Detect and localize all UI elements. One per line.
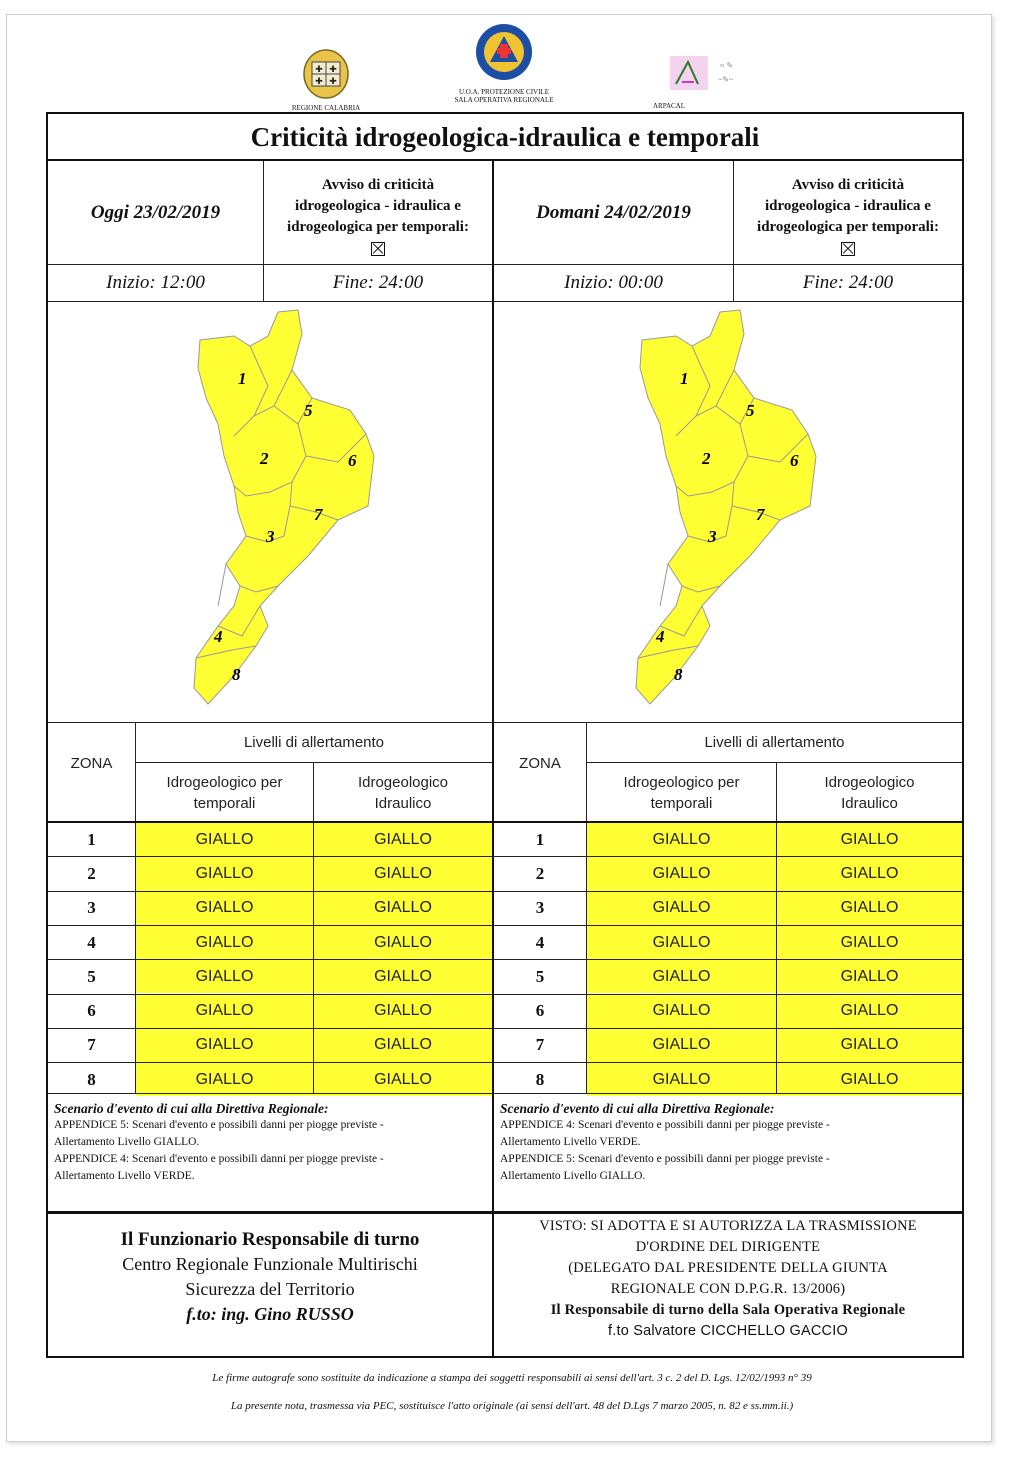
sig-right-line3: (DELEGATO DAL PRESIDENTE DELLA GIUNTA [568,1260,888,1276]
col-temporali-tomorrow-line2: temporali [650,794,713,812]
zona-today-2: 2 [87,863,96,883]
scenario-today-line-2: Allertamento Livello GIALLO. [54,1136,200,1148]
col-temporali-header-today [136,763,313,822]
zona-tomorrow-4: 4 [535,932,545,952]
fine-today: Fine: 24:00 [332,272,424,293]
level-temporali-today-7: GIALLO [136,1029,313,1062]
regione-calabria-caption: REGIONE CALABRIA [291,104,361,112]
fine-tomorrow: Fine: 24:00 [802,272,894,293]
zona-header-tomorrow: ZONA [519,755,561,772]
zona-tomorrow-2: 2 [535,863,545,883]
sig-left-line1: Il Funzionario Responsabile di turno [120,1229,420,1250]
protezione-civile-emblem-icon [470,22,538,84]
map-today-zone-1: 1 [238,369,247,388]
col-idraulico-header-tomorrow [777,763,962,822]
map-today-zone-4: 4 [214,627,223,646]
sig-right-line2: D'ORDINE DEL DIRIGENTE [635,1239,821,1255]
zona-today-3: 3 [87,898,96,918]
svg-text:✚: ✚ [329,64,337,74]
zone-map-today [188,306,398,716]
scenario-tomorrow [494,1094,962,1211]
scenario-today-line-4: Allertamento Livello VERDE. [54,1170,195,1182]
zona-today-6: 6 [87,1001,96,1021]
zona-today-1: 1 [87,829,96,849]
sig-left-line3: Sicurezza del Territorio [185,1279,355,1299]
zona-today-4: 4 [87,932,96,952]
map-today-zone-3: 3 [266,527,275,546]
map-tomorrow-zone-6: 6 [790,451,799,470]
level-idraulico-tomorrow-2: GIALLO [777,857,962,890]
avviso-today-line-2: idrogeologica - idraulica e [295,198,461,214]
map-tomorrow-zone-5: 5 [746,401,755,420]
level-temporali-tomorrow-2: GIALLO [587,857,776,890]
livelli-header-today: Livelli di allertamento [243,734,385,751]
map-tomorrow-zone-7: 7 [756,505,765,524]
criticita-bulletin [46,112,964,1358]
arpacal-logo [612,52,762,110]
signature-left [48,1227,492,1347]
zona-today-7: 7 [87,1035,96,1055]
scenario-tomorrow-line-2: Allertamento Livello VERDE. [500,1136,641,1148]
avviso-today-line-1: Avviso di criticità [321,177,435,193]
level-temporali-tomorrow-3: GIALLO [587,892,776,925]
avviso-tomorrow-line-3: idrogeologica per temporali: [757,219,939,235]
zona-today-8: 8 [87,1069,96,1089]
calabria-map-tomorrow [630,306,840,716]
inizio-today: Inizio: 12:00 [106,272,205,293]
svg-text:~✎~: ~✎~ [718,75,734,84]
level-idraulico-tomorrow-3: GIALLO [777,892,962,925]
scenario-today [48,1094,492,1211]
level-temporali-tomorrow-1: GIALLO [587,823,776,856]
col-temporali-header-tomorrow [587,763,776,822]
level-temporali-tomorrow-8: GIALLO [587,1063,776,1096]
zona-header-today: ZONA [70,755,113,772]
map-tomorrow-zone-4: 4 [656,627,665,646]
map-today-zone-8: 8 [232,665,241,684]
level-temporali-today-6: GIALLO [136,995,313,1028]
svg-text:≈ ✎: ≈ ✎ [720,61,734,70]
sig-right-line4: REGIONALE CON D.P.G.R. 13/2006) [610,1281,846,1297]
avviso-tomorrow-checkbox [841,242,855,256]
inizio-tomorrow: Inizio: 00:00 [564,272,663,293]
zona-tomorrow-6: 6 [535,1001,545,1021]
col-temporali-tomorrow-line1: Idrogeologico per [623,773,740,791]
level-idraulico-today-1: GIALLO [314,823,492,856]
level-idraulico-today-6: GIALLO [314,995,492,1028]
level-temporali-today-3: GIALLO [136,892,313,925]
signature-right [494,1216,962,1354]
logo-bar [0,18,1024,110]
svg-text:✚: ✚ [315,76,323,86]
level-temporali-tomorrow-4: GIALLO [587,926,776,959]
avviso-tomorrow-line-1: Avviso di criticità [791,177,905,193]
scenario-tomorrow-line-3: APPENDICE 5: Scenari d'evento e possibili danni per piogge previste - [500,1153,830,1165]
avviso-tomorrow [734,161,962,264]
col-idraulico-tomorrow-line2: Idraulico [841,794,898,812]
level-idraulico-tomorrow-4: GIALLO [777,926,962,959]
regione-calabria-logo [272,48,380,112]
map-tomorrow-zone-8: 8 [674,665,683,684]
level-temporali-tomorrow-6: GIALLO [587,995,776,1028]
sig-left-line4: f.to: ing. Gino RUSSO [186,1304,354,1324]
level-idraulico-tomorrow-6: GIALLO [777,995,962,1028]
zona-tomorrow-3: 3 [535,898,545,918]
level-idraulico-tomorrow-1: GIALLO [777,823,962,856]
level-idraulico-today-5: GIALLO [314,960,492,993]
level-idraulico-today-7: GIALLO [314,1029,492,1062]
level-temporali-tomorrow-7: GIALLO [587,1029,776,1062]
scenario-today-line-1: APPENDICE 5: Scenari d'evento e possibili danni per piogge previste - [54,1119,384,1131]
sig-right-line5: Il Responsabile di turno della Sala Operativa Regionale [550,1302,906,1318]
sig-right-line6: f.to Salvatore CICCHELLO GACCIO [608,1323,848,1339]
protezione-civile-logo [430,22,578,104]
level-idraulico-today-8: GIALLO [314,1063,492,1096]
zona-tomorrow-5: 5 [535,966,545,986]
protezione-civile-caption-1: U.O.A. PROTEZIONE CIVILE [458,88,549,96]
arpacal-emblem-icon [632,52,742,98]
col-temporali-today-line1: Idrogeologico per [166,773,283,791]
bulletin-title: Criticità idrogeologica-idraulica e temporali [250,122,760,152]
map-tomorrow-zone-2: 2 [702,449,711,468]
avviso-today [264,161,492,264]
col-idraulico-today-line1: Idrogeologico [357,773,449,791]
scenario-today-heading: Scenario d'evento di cui alla Direttiva Regionale: [54,1101,329,1116]
level-idraulico-tomorrow-7: GIALLO [777,1029,962,1062]
date-label-today: Oggi 23/02/2019 [90,201,221,223]
svg-text:✚: ✚ [329,76,337,86]
avviso-today-checkbox [371,242,385,256]
svg-text:✚: ✚ [315,64,323,74]
date-label-tomorrow: Domani 24/02/2019 [536,201,691,223]
level-temporali-tomorrow-5: GIALLO [587,960,776,993]
level-temporali-today-1: GIALLO [136,823,313,856]
level-idraulico-tomorrow-5: GIALLO [777,960,962,993]
level-temporali-today-5: GIALLO [136,960,313,993]
scenario-tomorrow-heading: Scenario d'evento di cui alla Direttiva Regionale: [500,1101,775,1116]
avviso-tomorrow-line-2: idrogeologica - idraulica e [765,198,931,214]
zone-map-tomorrow [630,306,840,716]
avviso-today-line-3: idrogeologica per temporali: [287,219,469,235]
scenario-tomorrow-line-4: Allertamento Livello GIALLO. [500,1170,646,1182]
calabria-map-today [188,306,398,716]
map-today-zone-6: 6 [348,451,357,470]
level-idraulico-today-4: GIALLO [314,926,492,959]
col-idraulico-header-today [314,763,492,822]
footnote-firme: Le firme autografe sono sostituite da indicazione a stampa dei soggetti responsabili ai sensi dell'art. 3 c. 2 del D. Lgs. 12/02/1993 n° 39 [212,1372,812,1384]
scenario-today-line-3: APPENDICE 4: Scenari d'evento e possibili danni per piogge previste - [54,1153,384,1165]
footnote-pec: La presente nota, trasmessa via PEC, sostituisce l'atto originale (ai sensi dell'art. 48 del D.Lgs 7 marzo 2005, n. 82 e ss.mm.ii.) [230,1400,794,1412]
arpacal-caption: ARPACAL [652,102,686,110]
zona-tomorrow-8: 8 [535,1069,545,1089]
level-idraulico-today-2: GIALLO [314,857,492,890]
map-tomorrow-zone-1: 1 [680,369,689,388]
map-today-zone-5: 5 [304,401,313,420]
regione-calabria-emblem-icon [300,48,352,100]
sig-left-line2: Centro Regionale Funzionale Multirischi [122,1254,418,1274]
col-idraulico-today-line2: Idraulico [374,794,432,812]
zona-today-5: 5 [87,966,96,986]
zona-tomorrow-7: 7 [535,1035,545,1055]
level-idraulico-today-3: GIALLO [314,892,492,925]
protezione-civile-caption-2: SALA OPERATIVA REGIONALE [454,96,554,104]
level-temporali-today-8: GIALLO [136,1063,313,1096]
scenario-tomorrow-line-1: APPENDICE 4: Scenari d'evento e possibili danni per piogge previste - [500,1119,830,1131]
col-idraulico-tomorrow-line1: Idrogeologico [824,773,915,791]
zona-tomorrow-1: 1 [535,829,545,849]
level-idraulico-tomorrow-8: GIALLO [777,1063,962,1096]
map-today-zone-2: 2 [260,449,269,468]
livelli-header-tomorrow: Livelli di allertamento [704,734,845,751]
level-temporali-today-4: GIALLO [136,926,313,959]
level-temporali-today-2: GIALLO [136,857,313,890]
sig-right-line1: VISTO: SI ADOTTA E SI AUTORIZZA LA TRASMISSIONE [539,1218,917,1234]
map-today-zone-7: 7 [314,505,323,524]
map-tomorrow-zone-3: 3 [708,527,717,546]
col-temporali-today-line2: temporali [193,794,256,812]
